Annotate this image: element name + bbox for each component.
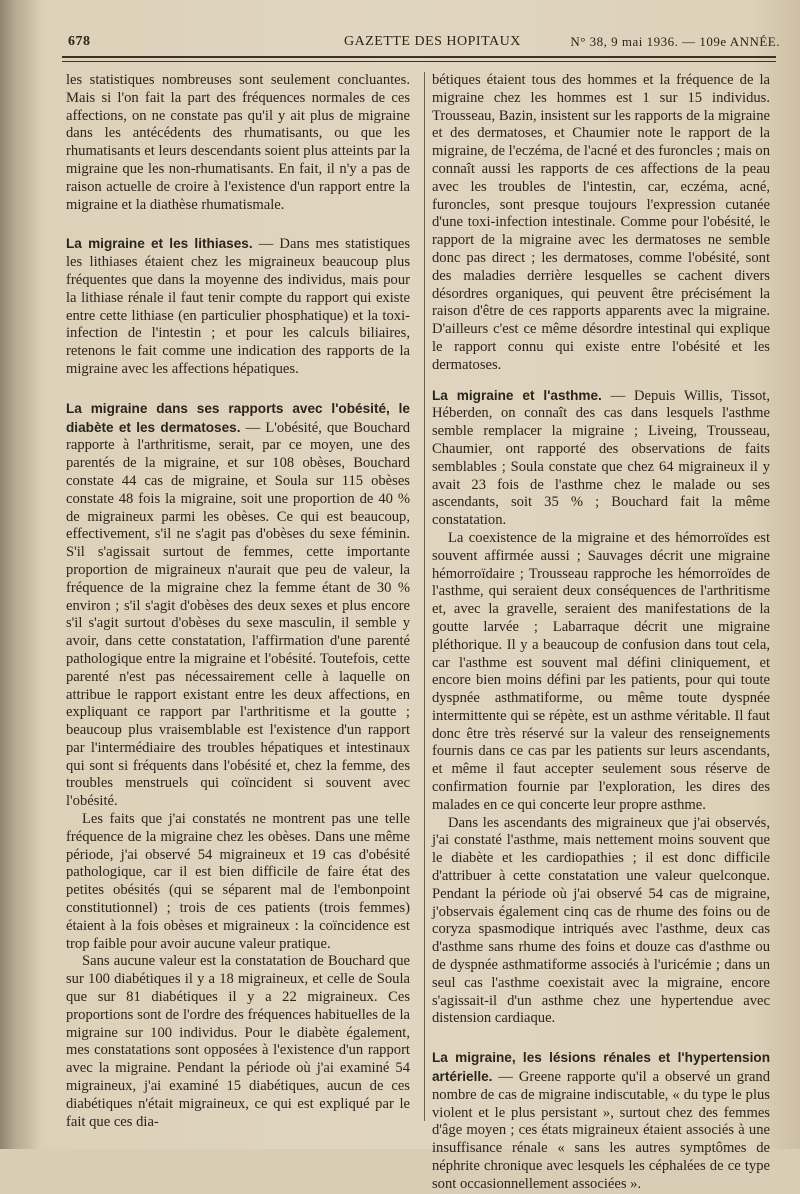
section-obesite — [66, 400, 410, 811]
paragraph — [66, 811, 410, 953]
column-divider — [424, 72, 425, 1121]
paragraph-text: — Depuis Willis, Tissot, Héberden, on connaît des cas dans lesquels l'asthme semble remplacer la migraine ; Liveing, Trousseau, Chaumier, ont rapporté des observations de faits semblables ; Soula constate que chez 64 migraineux il y avait 23 fois de l'asthme chez le malade ou ses ascendants, soit 35 % ; Bouchard fait la même constatation. — [432, 387, 771, 529]
paragraph-text: — Greene rapporte qu'il a observé un grand nombre de cas de migraine indiscutable, « du type le plus violent et le plus persistant », surtout chez des femmes d'âge moyen ; ces états migraineux étaient associés à une insuffisance rénale « sans les autres symptômes de néphrite chronique avec lesquels les céphalées de ce type sont occasionnellement associées ». — [432, 1069, 770, 1192]
paragraph-text: les statistiques nombreuses sont seulement concluantes. Mais si l'on fait la part des fréquences normales de ces affections, on ne constate pas qu'il y ait plus de migraine dans les antécédents des rhumatisants, ou que les rhumatisants et leurs descendants soient plus atteints par la migraine que les non-rhumatisants. En fait, il n'y a pas de raison actuelle de croire à l'existence d'un rapport entre la migraine et la diathèse rhumatismale. — [66, 72, 410, 213]
paragraph — [66, 72, 410, 214]
header-rule — [62, 56, 776, 62]
section-heading: La migraine, les lésions rénales et l'hypertension artérielle. — [432, 1050, 770, 1085]
left-column — [66, 72, 410, 1131]
paragraph-text: Sans aucune valeur est la constatation de Bouchard que sur 100 diabétiques il y a 18 migraineux, et celle de Soula que sur 81 diabétiques il y a 22 migraineux. Ces proportions sont de l'ordre des fréquences habituelles de la migraine sur 100 individus. Pour le diabète également, mes constatations sont opposées à l'existence d'un rapport avec la migraine. Pendant la période où j'ai examiné 54 migraineux, j'ai examiné 15 diabétiques, aucun de ces diabétiques n'était migraineux, ce qui est expliqué par le fait que ces dia- — [66, 953, 410, 1130]
section-heading: La migraine et les lithiases. — [66, 236, 253, 252]
paragraph — [432, 815, 770, 1029]
section-hypertension — [432, 1049, 770, 1193]
paragraph — [432, 530, 770, 815]
paragraph — [432, 72, 770, 375]
issue-info: N° 38, 9 mai 1936. — 109e ANNÉE. — [570, 34, 780, 49]
paragraph-text: — L'obésité, que Bouchard rapporte à l'arthritisme, serait, par ce moyen, une des parentés de la migraine, et sur 108 obèses, Bouchard constate 44 cas de migraine, et Soula sur 115 obèses constate 48 fois la migraine, soit une proportion de 40 % de migraineux parmi les obèses. Ce qui est beaucoup, effectivement, s'il ne s'agit pas d'obèses du sexe féminin. S'il s'agissait surtout de femmes, cette importante proportion de migraineux n'aurait que peu de valeur, la fréquence de la migraine chez la femme étant de 30 % environ ; s'il s'agit d'obèses des deux sexes et plus encore s'il s'agit surtout d'obèses du sexe masculin, il semble y avoir, dans cette constatation, l'affirmation d'une parenté pathologique entre la migraine et l'obésité. Toutefois, cette parenté n'est pas nécessairement celle à laquelle on attribue le rapport existant entre les deux affections, en expliquant ce rapport par l'arthritisme et la goutte ; beaucoup plus vraisemblable est l'existence d'un rapport par l'intermédiaire des troubles hépatiques et intestinaux qui sont si fréquents dans l'obésité et, chez la femme, des troubles menstruels qui coïncident si souvent avec l'obésité. — [66, 419, 410, 810]
paragraph-text: bétiques étaient tous des hommes et la fréquence de la migraine chez les hommes est 1 sur 15 individus. Trousseau, Bazin, insistent sur les rapports de la migraine et des dermatoses, et Chaumier note le rapport de la migraine, de l'eczéma, de l'acné et des furoncles ; mais on connaît aussi les rapports de ces affections de la peau avec les troubles de l'intestin, car, eczéma, acné, furoncles, sont presque toujours l'expression cutanée d'une toxi-infection intestinale. Comme pour l'obésité, le rapport de la migraine avec les dermatoses ne semble donc pas direct ; les dermatoses, comme l'obésité, sont des maladies derrière lesquelles se cachent divers désordres organiques, qui peuvent être précisément la raison d'être de ces rapports apparents avec la migraine. D'ailleurs c'est ce même désordre intestinal qui explique le rapport connu qui existe entre l'obésité et les dermatoses. — [432, 72, 770, 373]
right-column — [432, 72, 770, 1194]
binding-shadow — [0, 0, 40, 1149]
paragraph-text: Dans les ascendants des migraineux que j'ai observés, j'ai constaté l'asthme, mais nettement moins souvent que le diabète et les cardiopathies ; il est donc difficile d'attribuer à cette constatation une valeur quelconque. Pendant la période où j'ai observé 54 cas de migraine, j'observais également cinq cas de rhume des foins ou de coryza spasmodique intriqués avec l'asthme, deux cas d'asthme sans rhume des foins et douze cas d'asthme ou de dyspnée asthmatiforme associés à l'uricémie ; dans un seul cas l'asthme coexistait avec la migraine, encore s'agissait-il d'un asthme chez une hypertendue avec distension cardiaque. — [432, 814, 770, 1027]
section-heading: La migraine dans ses rapports avec l'obésité, le diabète et les dermatoses. — [66, 400, 410, 435]
paragraph — [66, 953, 410, 1131]
paragraph-text: Les faits que j'ai constatés ne montrent pas une telle fréquence de la migraine chez les obèses. Dans une même période, j'ai observé 54 migraineux et 19 cas d'obésité pathologique, car il est bien difficile de faire état des petites obésités (qui se séparent mal de l'embonpoint constitutionnel) ; trois de ces patients (trois femmes) étaient à la fois obèses et migraineux : la coïncidence est trop faible pour avoir aucune valeur pratique. — [66, 811, 410, 952]
section-lithiases — [66, 235, 410, 378]
section-heading: La migraine et l'asthme. — [432, 387, 602, 403]
page-header — [62, 30, 780, 56]
paragraph-text: La coexistence de la migraine et des hémorroïdes est souvent affirmée aussi ; Sauvages décrit une migraine hémorroïdaire ; Trousseau rapproche les hémorroïdes de l'asthme, qui seraient deux conséquences de l'arthritisme et, avec la gravelle, seraient des manifestations de la goutte larvée ; Labarraque décrit une migraine pléthorique. Il y a beaucoup de confusion dans tout cela, car l'asthme est souvent mal défini cliniquement, et encore bien moins défini par les patients, pour qui toute dyspnée asthmatiforme, ou même toute dyspnée intermittente qui se répète, est un asthme véritable. Il faut donc être très réservé sur la valeur des renseignements fournis dans ce cas par les patients sur leurs ascendants, et même il faut accepter seulement sous réserve de confirmation fournie par l'exploration, les dires des malades en ce qui concerte leur propre asthme. — [432, 529, 770, 813]
page-number: 678 — [68, 34, 91, 49]
journal-title: GAZETTE DES HOPITAUX — [344, 34, 521, 49]
paragraph-text: — Dans mes statistiques les lithiases étaient chez les migraineux beaucoup plus fréquentes que dans la moyenne des individus, mais pour la lithiase rénale il faut tenir compte du rapport qui existe entre cette lithiase (en particulier phosphatique) et la toxi-infection de l'intestin ; et pour les calculs biliaires, retenons le fait comme une indication des rapports de la migraine avec les affections hépatiques. — [66, 236, 410, 377]
section-asthme — [432, 387, 770, 530]
